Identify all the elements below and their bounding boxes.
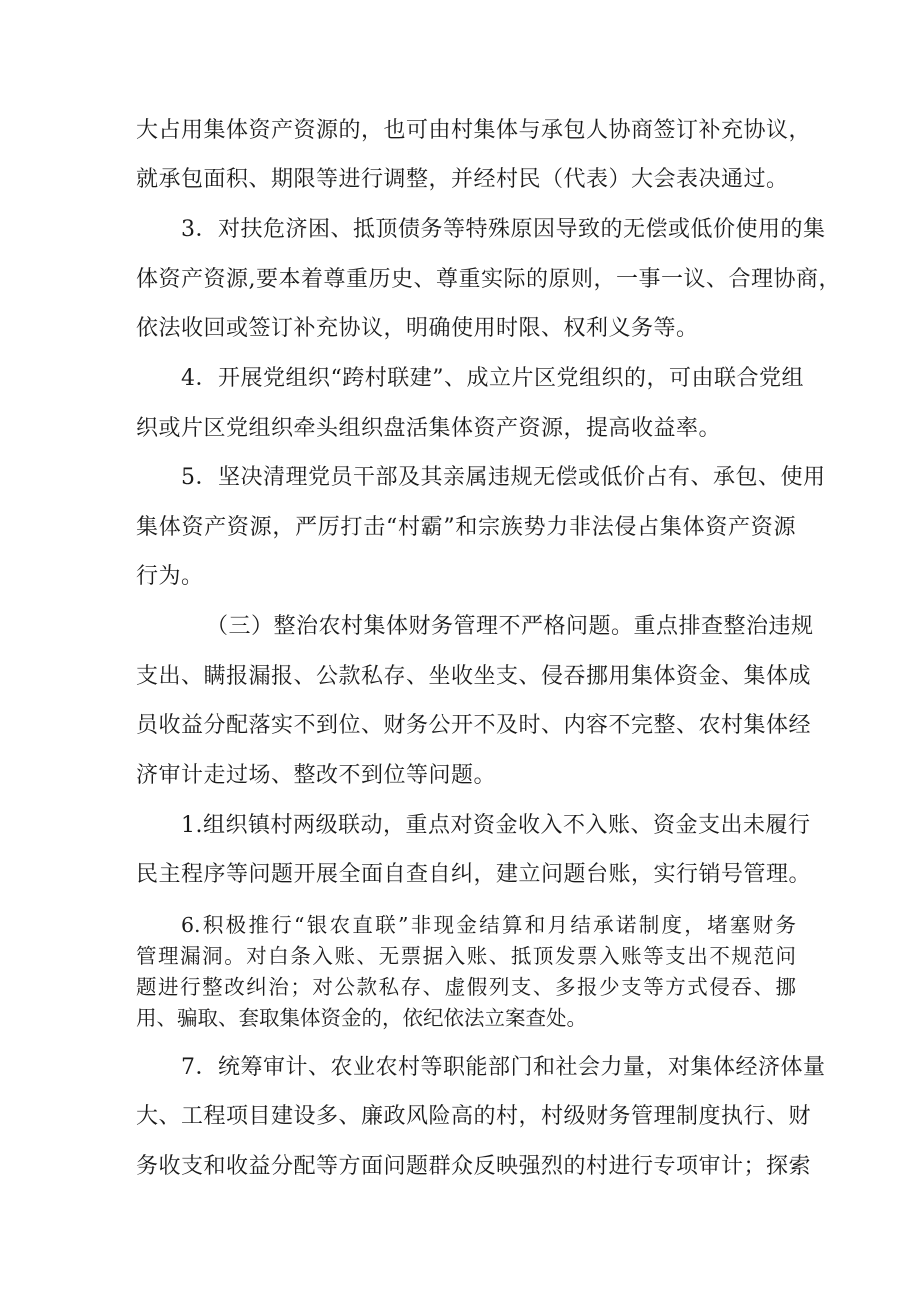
text-line: 织或片区党组织牵头组织盘活集体资产资源，提高收益率。 [136, 416, 722, 441]
text-line: 5．坚决清理党员干部及其亲属违规无偿或低价占有、承包、使用 [181, 465, 826, 490]
text-line: 大占用集体资产资源的，也可由村集体与承包人协商签订补充协议， [136, 118, 812, 143]
text-line: 集体资产资源，严厉打击“村霸”和宗族势力非法侵占集体资产资源 [136, 515, 796, 540]
text-line: 题进行整改纠治；对公款私存、虚假列支、多报少支等方式侵吞、挪 [136, 975, 796, 999]
text-line: 3．对扶危济困、抵顶债务等特殊原因导致的无偿或低价使用的集 [181, 217, 826, 242]
text-line: 依法收回或签订补充协议，明确使用时限、权利义务等。 [136, 316, 699, 341]
text-line: 6.积极推行“银农直联”非现金结算和月结承诺制度，堵塞财务 [181, 913, 796, 937]
text-line: 7．统筹审计、农业农村等职能部门和社会力量，对集体经济体量 [181, 1055, 826, 1080]
text-line: 行为。 [136, 564, 204, 589]
text-line: （三）整治农村集体财务管理不严格问题。重点排查整治违规 [206, 614, 814, 639]
text-line: 民主程序等问题开展全面自查自纠，建立问题台账，实行销号管理。 [136, 862, 812, 887]
text-line: 用、骗取、套取集体资金的，依纪依法立案查处。 [136, 1006, 587, 1030]
text-line: 体资产资源,要本着尊重历史、尊重实际的原则，一事一议、合理协商， [136, 267, 841, 292]
text-line: 就承包面积、期限等进行调整，并经村民（代表）大会表决通过。 [136, 167, 789, 192]
text-line: 管理漏洞。对白条入账、无票据入账、抵顶发票入账等支出不规范问 [136, 944, 796, 968]
text-line: 员收益分配落实不到位、财务公开不及时、内容不完整、农村集体经 [136, 713, 812, 738]
text-line: 济审计走过场、整改不到位等问题。 [136, 763, 497, 788]
text-line: 大、工程项目建设多、廉政风险高的村，村级财务管理制度执行、财 [136, 1104, 812, 1129]
text-line: 支出、瞒报漏报、公款私存、坐收坐支、侵吞挪用集体资金、集体成 [136, 664, 812, 689]
text-line: 4．开展党组织“跨村联建”、成立片区党组织的，可由联合党组 [181, 366, 804, 391]
text-line: 1.组织镇村两级联动，重点对资金收入不入账、资金支出未履行 [181, 813, 811, 838]
text-line: 务收支和收益分配等方面问题群众反映强烈的村进行专项审计；探索 [136, 1154, 812, 1179]
